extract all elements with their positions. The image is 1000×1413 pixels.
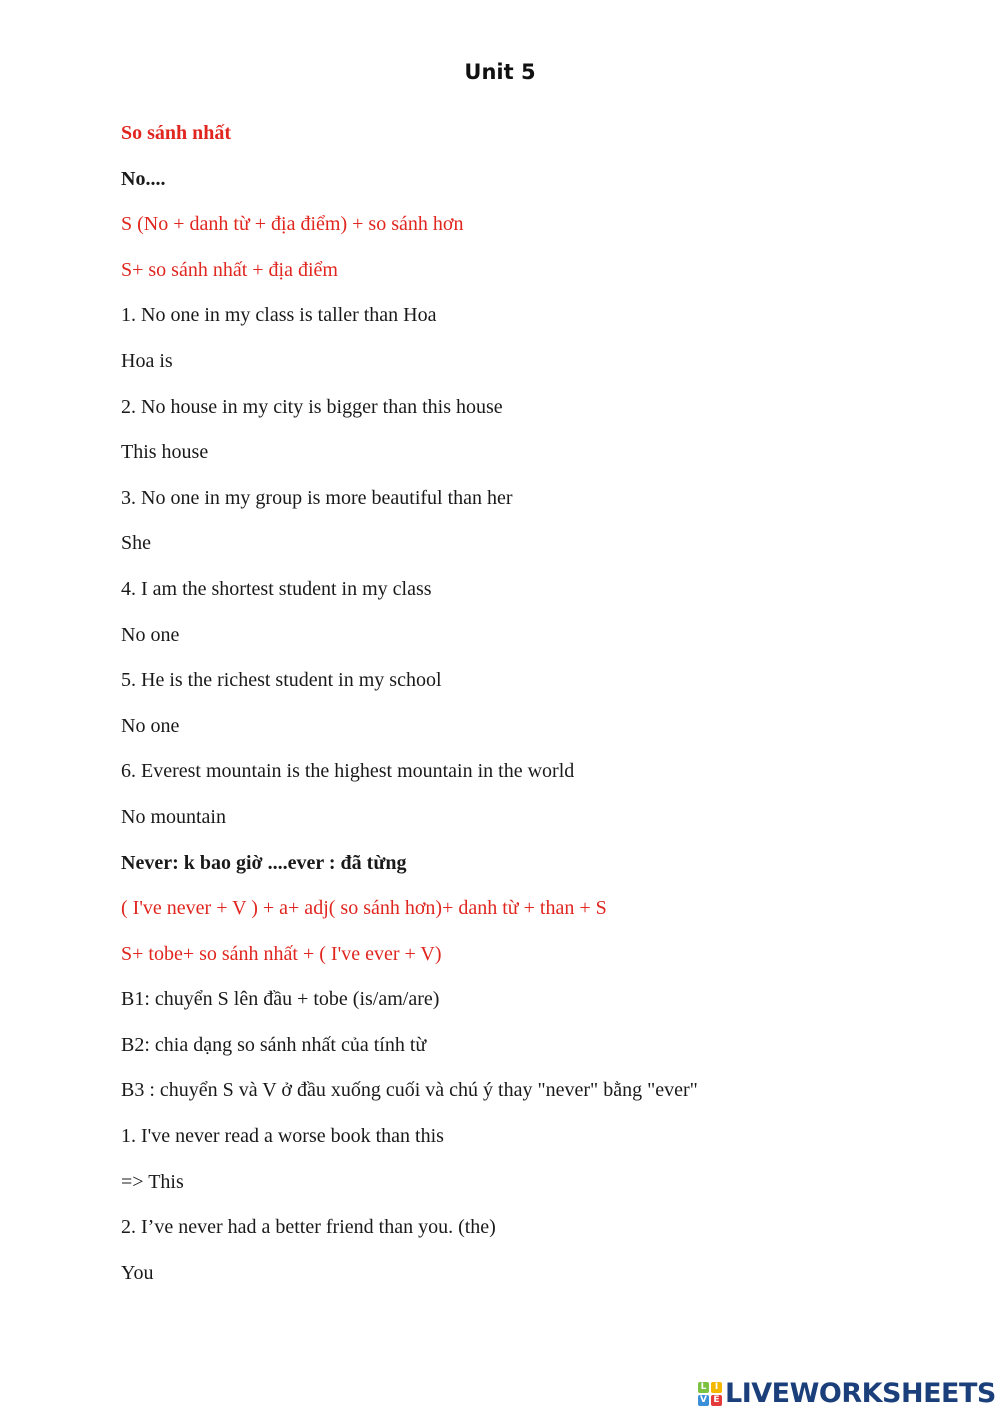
document-line: She — [121, 532, 151, 555]
logo-letter-tile: V — [698, 1395, 709, 1406]
logo-letter-tile: L — [698, 1382, 709, 1393]
document-line: Hoa is — [121, 349, 173, 372]
document-line: 2. No house in my city is bigger than this house — [121, 395, 503, 418]
document-line: So sánh nhất — [121, 122, 232, 144]
document-line: B3 : chuyển S và V ở đầu xuống cuối và chú ý thay "never" bằng "ever" — [121, 1079, 698, 1102]
logo-icon — [698, 1382, 722, 1406]
document-line: 1. I've never read a worse book than this — [121, 1125, 444, 1148]
logo-text: LIVEWORKSHEETS — [725, 1378, 996, 1409]
document-line: 4. I am the shortest student in my class — [121, 577, 432, 600]
document-line: S+ tobe+ so sánh nhất + ( I've ever + V) — [121, 942, 442, 965]
liveworksheets-logo — [698, 1378, 996, 1409]
document-line: This house — [121, 441, 209, 464]
document-line: B2: chia dạng so sánh nhất của tính từ — [121, 1033, 427, 1056]
document-line: 3. No one in my group is more beautiful than her — [121, 486, 513, 509]
document-line: No mountain — [121, 805, 226, 828]
document-line: 1. No one in my class is taller than Hoa — [121, 304, 437, 327]
document-line: S (No + danh từ + địa điểm) + so sánh hơn — [121, 213, 464, 236]
document-line: 6. Everest mountain is the highest mountain in the world — [121, 760, 575, 783]
document-line: ( I've never + V ) + a+ adj( so sánh hơn)+ danh từ + than + S — [121, 897, 607, 920]
document-line: No one — [121, 623, 180, 646]
document-line: 2. I’ve never had a better friend than you. (the) — [121, 1216, 496, 1239]
document-line: => This — [121, 1170, 184, 1193]
logo-letter-tile: E — [711, 1395, 722, 1406]
page-title: Unit 5 — [464, 60, 536, 84]
document-line: S+ so sánh nhất + địa điểm — [121, 258, 338, 281]
logo-letter-tile: I — [711, 1382, 722, 1393]
document-line: No.... — [121, 167, 166, 190]
document-line: You — [121, 1261, 154, 1284]
document-line: B1: chuyển S lên đầu + tobe (is/am/are) — [121, 988, 440, 1011]
document-line: No one — [121, 714, 180, 737]
document-body — [121, 111, 981, 1296]
document-line: Never: k bao giờ ....ever : đã từng — [121, 851, 407, 874]
document-line: 5. He is the richest student in my school — [121, 669, 442, 692]
